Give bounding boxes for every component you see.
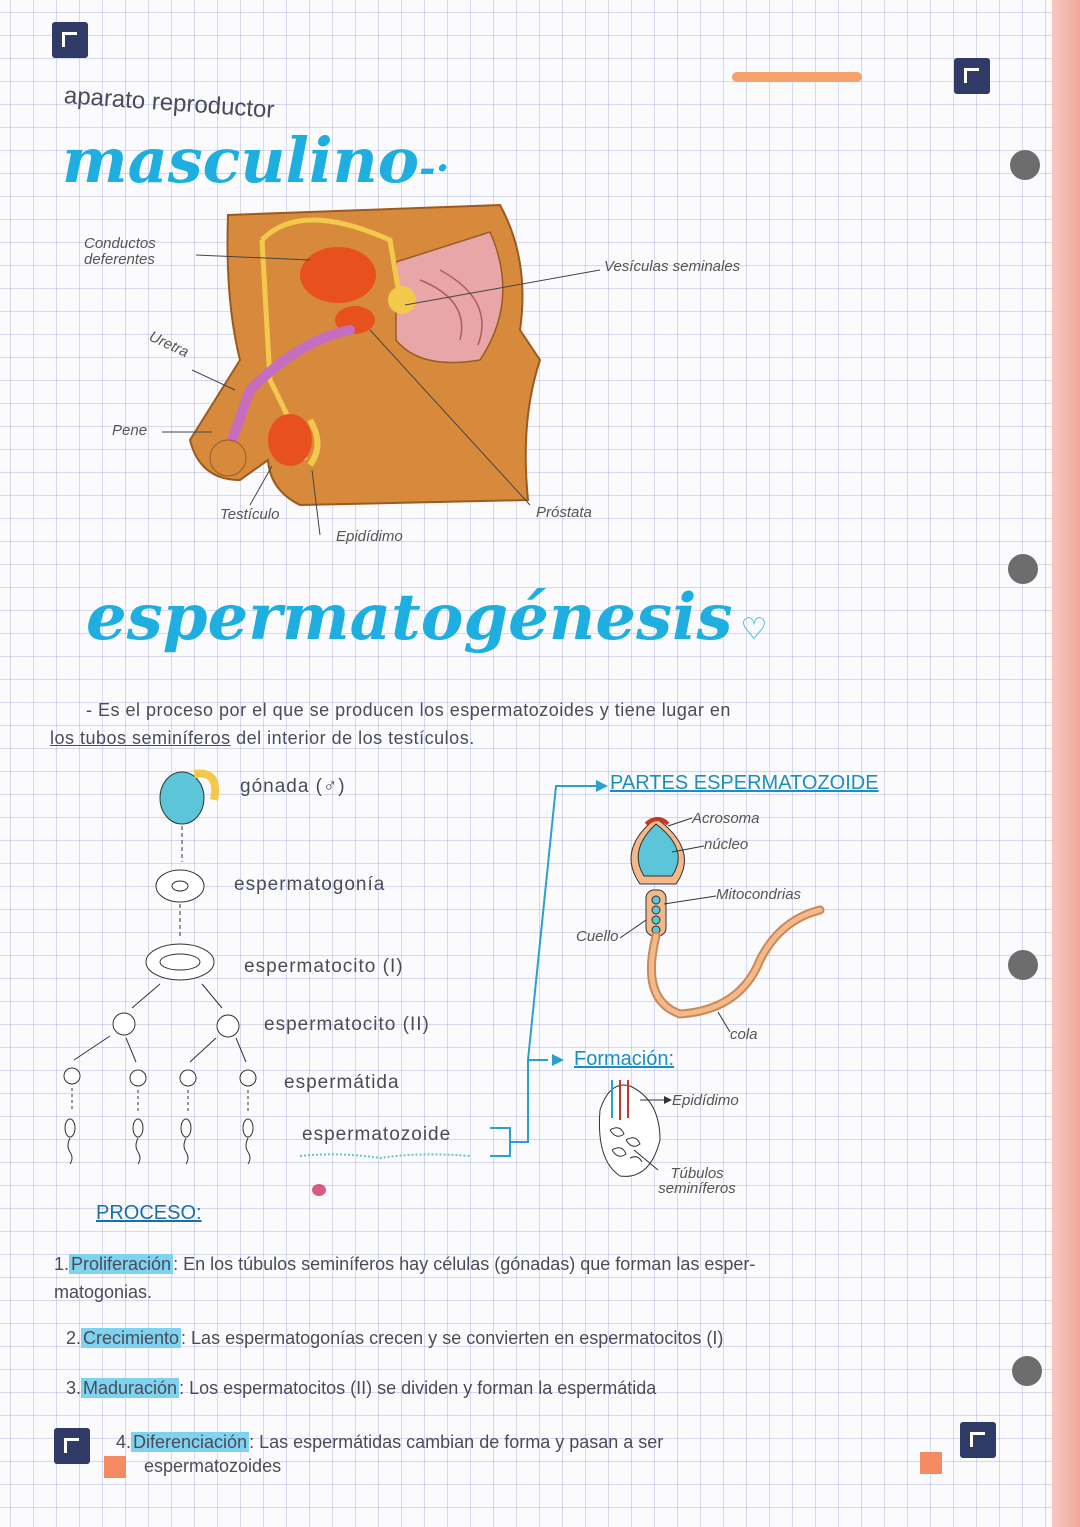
page-subtitle: aparato reproductor xyxy=(63,82,276,124)
stage-espermatida: espermátida xyxy=(284,1072,400,1093)
definition-line-1: - Es el proceso por el que se producen los espermatozoides y tiene lugar en xyxy=(86,700,731,720)
label-testiculo: Testículo xyxy=(220,506,280,523)
label-cuello: Cuello xyxy=(576,928,619,945)
partes-heading: PARTES ESPERMATOZOIDE xyxy=(610,772,879,794)
step-1-num: 1. xyxy=(54,1254,70,1274)
stain-mark xyxy=(312,1184,326,1196)
section-title-text: espermatogénesis xyxy=(86,580,733,655)
label-mitocondrias: Mitocondrias xyxy=(716,886,802,903)
page-title-suffix: -· xyxy=(419,145,450,192)
step-4-term: Diferenciación xyxy=(133,1432,248,1452)
proceso-heading: PROCESO: xyxy=(96,1202,202,1224)
proceso-step-1-cont: matogonias. xyxy=(54,1282,153,1302)
formacion-heading: Formación: xyxy=(574,1048,675,1070)
proceso-step-3 xyxy=(66,1378,656,1399)
stage-espermatocito-2: espermatocito (II) xyxy=(264,1014,430,1035)
step-4-num: 4. xyxy=(116,1432,132,1452)
step-2-text: : Las espermatogonías crecen y se convierten en espermatocitos (I) xyxy=(181,1328,724,1348)
definition-rest: del interior de los testículos. xyxy=(230,728,475,748)
step-4-text: : Las espermátidas cambian de forma y pasan a ser xyxy=(249,1432,664,1452)
label-acrosoma: Acrosoma xyxy=(692,810,760,827)
stage-espermatocito-1: espermatocito (I) xyxy=(244,956,404,977)
label-epididimo: Epidídimo xyxy=(336,528,403,545)
proceso-step-1 xyxy=(54,1254,755,1275)
step-2-num: 2. xyxy=(66,1328,82,1348)
step-3-text: : Los espermatocitos (II) se dividen y forman la espermátida xyxy=(179,1378,657,1398)
proceso-step-4-cont: espermatozoides xyxy=(144,1456,282,1476)
label-vesiculas: Vesículas seminales xyxy=(604,258,741,275)
label-tubulos: Túbulos seminíferos xyxy=(658,1165,736,1197)
stage-espermatozoide: espermatozoide xyxy=(302,1124,452,1145)
step-2-term: Crecimiento xyxy=(83,1328,180,1348)
label-uretra: Uretra xyxy=(146,327,192,362)
stage-gonada: gónada (♂) xyxy=(240,776,346,797)
page-title-text: masculino xyxy=(62,124,420,197)
label-conductos: Conductos deferentes xyxy=(84,235,156,268)
proceso-step-2 xyxy=(66,1328,723,1349)
label-formacion-epididimo: Epidídimo xyxy=(672,1092,739,1109)
step-1-term: Proliferación xyxy=(71,1254,172,1274)
label-pene: Pene xyxy=(112,422,148,439)
heart-icon: ♡ xyxy=(740,612,768,647)
step-1-text: : En los túbulos seminíferos hay células (gónadas) que forman las esper- xyxy=(173,1254,756,1274)
step-3-num: 3. xyxy=(66,1378,82,1398)
step-3-term: Maduración xyxy=(83,1378,178,1398)
definition-underlined: los tubos seminíferos xyxy=(50,728,231,748)
proceso-step-4 xyxy=(116,1432,663,1453)
label-cola: cola xyxy=(730,1026,758,1043)
label-prostata: Próstata xyxy=(536,504,592,521)
label-nucleo: núcleo xyxy=(704,836,749,853)
stage-espermatogonia: espermatogonía xyxy=(234,874,386,895)
